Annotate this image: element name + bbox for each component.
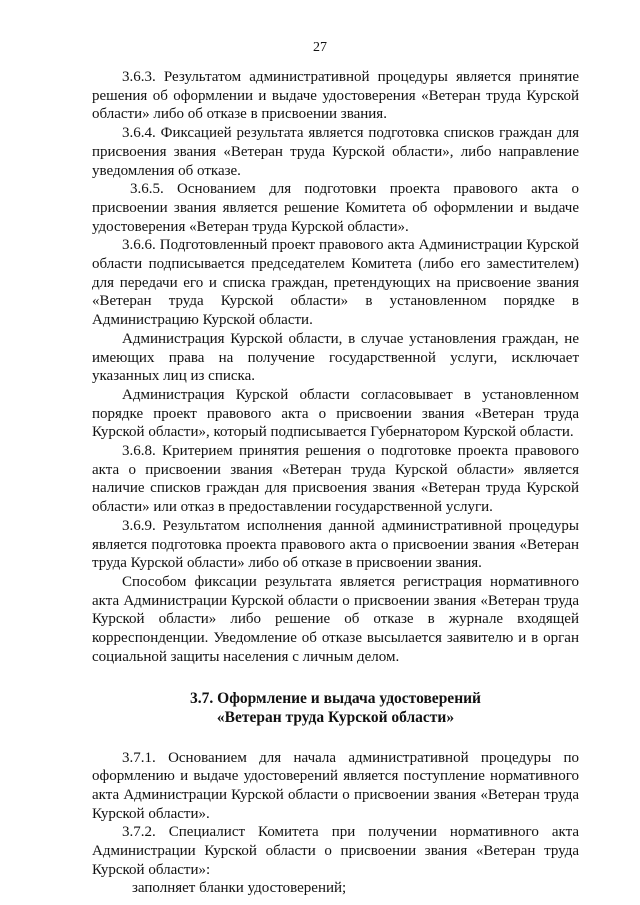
paragraph-3-6-8: 3.6.8. Критерием принятия решения о подготовке проекта правового акта о присвоении звания «Ветеран труда Курской области» является наличие списков граждан для присвоения звания «Ветеран труда Курской области» или отказ в предоставлении государственной услуги.: [92, 443, 579, 516]
paragraph-3-6-3: 3.6.3. Результатом административной процедуры является принятие решения об оформлении и выдаче удостоверения «Ветеран труда Курской области» либо об отказе в присвоении звания.: [92, 69, 579, 123]
page-number: 27: [313, 40, 327, 55]
paragraph-3-7-2: 3.7.2. Специалист Комитета при получении нормативного акта Администрации Курской области о присвоении звания «Ветеран труда Курской области»:: [92, 824, 579, 878]
paragraph-exclusion: Администрация Курской области, в случае установления граждан, не имеющих права на получение государственной услуги, исключает указанных лиц из списка.: [92, 330, 579, 385]
paragraph-3-6-6: 3.6.6. Подготовленный проект правового акта Администрации Курской области подписывается председателем Комитета (либо его заместителем) для передачи его и списка граждан, претендующих на присвоение звания «Ветеран труда Курской области» в установленном порядке в Администрацию Курской области.: [92, 237, 579, 329]
section-heading: [92, 689, 579, 727]
paragraph-fixation: Способом фиксации результата является регистрация нормативного акта Администрации Курской области о присвоении звания «Ветеран труда Курской области» либо решение об отказе в журнале входящей корреспонденции. Уведомление об отказе высылается заявителю и в орган социальной защиты населения с личным делом.: [92, 573, 579, 665]
paragraph-3-6-9: 3.6.9. Результатом исполнения данной административной процедуры является подготовка проекта правового акта о присвоении звания «Ветеран труда Курской области» либо об отказе в присвоении звания.: [92, 517, 579, 572]
list-item: заполняет бланки удостоверений;: [132, 880, 347, 897]
paragraph-3-6-5: 3.6.5. Основанием для подготовки проекта правового акта о присвоении звания является решение Комитета об оформлении и выдаче удостоверения «Ветеран труда Курской области».: [92, 181, 579, 235]
section-heading-line1: 3.7. Оформление и выдача удостоверений: [190, 689, 481, 707]
paragraph-approval: Администрация Курской области согласовывает в установленном порядке проект правового акта о присвоении звания «Ветеран труда Курской области», который подписывается Губернатором Курской области.: [92, 386, 579, 441]
paragraph-3-6-4: 3.6.4. Фиксацией результата является подготовка списков граждан для присвоения звания «Ветеран труда Курской области», либо направление уведомления об отказе.: [92, 125, 579, 179]
section-heading-line2: «Ветеран труда Курской области»: [216, 708, 455, 726]
document-body: [92, 68, 579, 898]
paragraph-3-7-1: 3.7.1. Основанием для начала административной процедуры по оформлению и выдаче удостоверений является поступление нормативного акта Администрации Курской области о присвоении звания «Ветеран труда Курской области».: [92, 749, 579, 822]
